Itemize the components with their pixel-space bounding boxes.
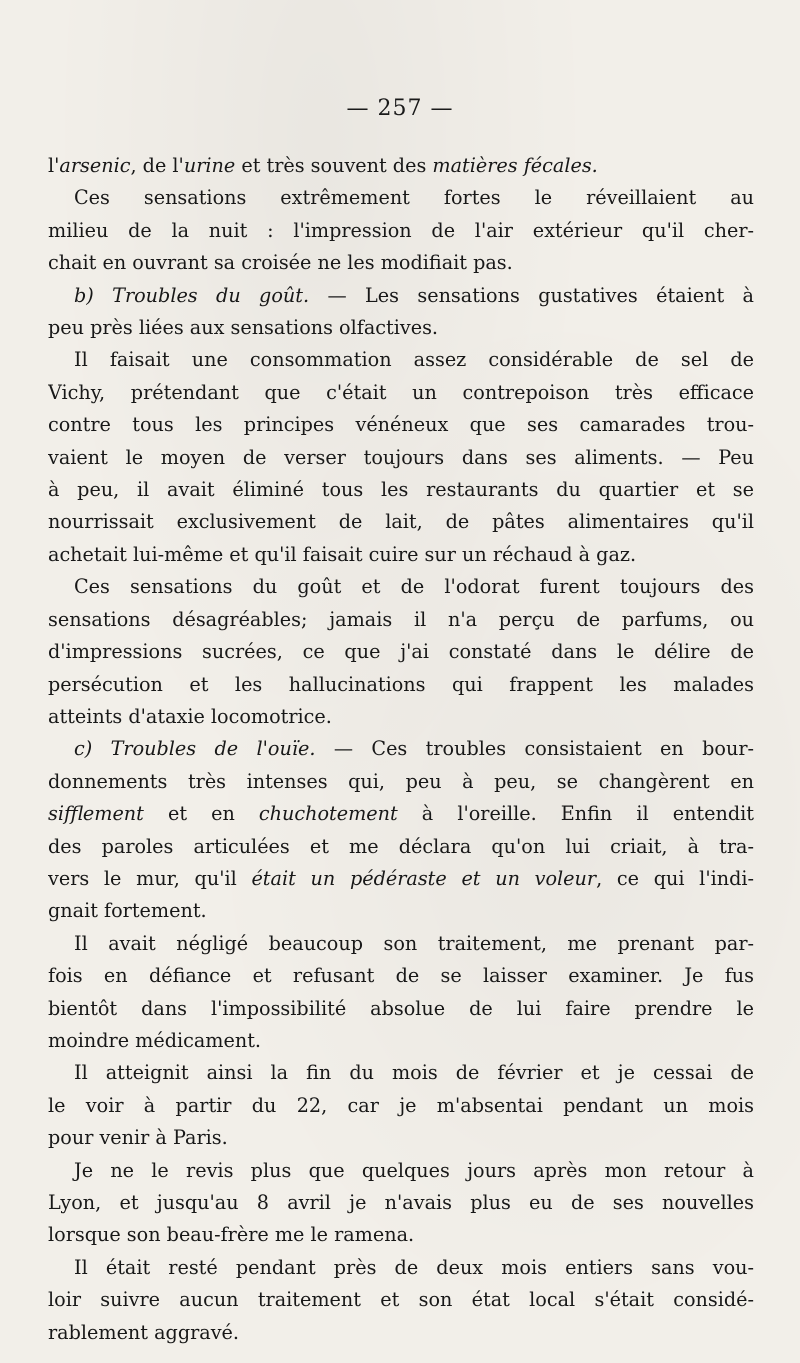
- text-line: [48, 1122, 754, 1154]
- italic-text: sifflement: [48, 802, 144, 826]
- text-line: [48, 280, 754, 312]
- text-line: [48, 993, 754, 1025]
- text-run: Il était resté pendant près de deux mois entiers sans vou-: [74, 1255, 754, 1279]
- text-run: — Ces troubles consistaient en bour-: [315, 737, 754, 761]
- text-line: [48, 960, 754, 992]
- text-line: [48, 571, 754, 603]
- text-run: achetait lui-même et qu'il faisait cuire sur un réchaud à gaz.: [48, 542, 637, 566]
- text-run: lorsque son beau-frère me le ramena.: [48, 1223, 415, 1247]
- text-run: , ce qui l'indi-: [596, 866, 754, 890]
- text-run: à l'oreille. Enfin il entendit: [397, 802, 754, 826]
- text-line: [48, 247, 754, 279]
- text-run: milieu de la nuit : l'impression de l'air extérieur qu'il cher-: [48, 218, 754, 242]
- text-run: loir suivre aucun traitement et son état local s'était considé-: [48, 1288, 754, 1312]
- text-run: Vichy, prétendant que c'était un contrepoison très efficace: [48, 380, 754, 404]
- text-line: [48, 604, 754, 636]
- text-line: [48, 1317, 754, 1349]
- text-line: [48, 150, 754, 182]
- text-run: vaient le moyen de verser toujours dans ses aliments. — Peu: [48, 445, 754, 469]
- text-run: le voir à partir du 22, car je m'absentai pendant un mois: [48, 1093, 754, 1117]
- text-run: Il avait négligé beaucoup son traitement, me prenant par-: [74, 931, 754, 955]
- text-run: gnait fortement.: [48, 899, 207, 923]
- text-run: moindre médicament.: [48, 1028, 262, 1052]
- text-line: [48, 312, 754, 344]
- text-run: Il atteignit ainsi la fin du mois de février et je cessai de: [74, 1061, 754, 1085]
- text-line: [48, 733, 754, 765]
- text-run: contre tous les principes vénéneux que ses camarades trou-: [48, 413, 754, 437]
- text-line: [48, 798, 754, 830]
- text-run: Ces sensations du goût et de l'odorat furent toujours des: [74, 575, 754, 599]
- text-run: et en: [143, 802, 259, 826]
- text-line: [48, 636, 754, 668]
- italic-text: chuchotement: [258, 802, 398, 826]
- text-run: Lyon, et jusqu'au 8 avril je n'avais plus eu de ses nouvelles: [48, 1191, 754, 1214]
- text-run: d'impressions sucrées, ce que j'ai constaté dans le délire de: [48, 640, 754, 664]
- text-run: atteints d'ataxie locomotrice.: [48, 704, 332, 728]
- body-text: [48, 150, 754, 1349]
- text-line: [48, 1090, 754, 1122]
- text-line: [48, 1025, 754, 1057]
- text-run: et très souvent des: [235, 154, 433, 177]
- text-run: donnements très intenses qui, peu à peu, se changèrent en: [48, 769, 754, 793]
- text-run: nourrissait exclusivement de lait, de pâtes alimentaires qu'il: [48, 510, 754, 534]
- text-line: [48, 409, 754, 441]
- text-line: [48, 474, 754, 506]
- text-run: , de l': [130, 154, 184, 177]
- text-line: [48, 701, 754, 733]
- text-line: [48, 442, 754, 474]
- text-line: [48, 1284, 754, 1316]
- text-line: [48, 1252, 754, 1284]
- text-line: [48, 1155, 754, 1187]
- text-line: [48, 377, 754, 409]
- text-line: [48, 344, 754, 376]
- italic-text: était un pédéraste et un voleur: [251, 866, 597, 890]
- text-run: vers le mur, qu'il: [48, 866, 252, 890]
- text-line: [48, 928, 754, 960]
- text-run: pour venir à Paris.: [48, 1126, 228, 1150]
- text-run: Je ne le revis plus que quelques jours après mon retour à: [74, 1158, 754, 1182]
- text-line: [48, 215, 754, 247]
- text-line: [48, 182, 754, 214]
- italic-text: arsenic: [59, 154, 131, 177]
- text-run: fois en défiance et refusant de se laisser examiner. Je fus: [48, 964, 754, 988]
- text-run: persécution et les hallucinations qui frappent les malades: [48, 672, 754, 696]
- text-line: [48, 1187, 754, 1219]
- text-run: des paroles articulées et me déclara qu'on lui criait, à tra-: [48, 834, 754, 858]
- text-line: [48, 895, 754, 927]
- text-line: [48, 831, 754, 863]
- text-run: peu près liées aux sensations olfactives.: [48, 316, 439, 340]
- italic-text: b) Troubles du goût.: [74, 283, 310, 307]
- text-run: rablement aggravé.: [48, 1320, 240, 1344]
- page-number: — 257 —: [346, 96, 454, 121]
- italic-text: urine: [183, 154, 236, 177]
- text-line: [48, 766, 754, 798]
- italic-text: matières fécales.: [432, 154, 598, 177]
- text-line: [48, 863, 754, 895]
- text-run: Il faisait une consommation assez considérable de sel de: [74, 348, 754, 372]
- text-line: [48, 1219, 754, 1251]
- text-line: [48, 1057, 754, 1089]
- text-line: [48, 506, 754, 538]
- text-run: sensations désagréables; jamais il n'a perçu de parfums, ou: [48, 607, 754, 631]
- italic-text: c) Troubles de l'ouïe.: [74, 737, 316, 761]
- text-run: à peu, il avait éliminé tous les restaurants du quartier et se: [48, 478, 754, 502]
- text-run: l': [48, 154, 60, 177]
- text-line: [48, 669, 754, 701]
- text-run: chait en ouvrant sa croisée ne les modifiait pas.: [48, 251, 513, 275]
- text-run: — Les sensations gustatives étaient à: [309, 283, 754, 307]
- text-run: bientôt dans l'impossibilité absolue de lui faire prendre le: [48, 996, 754, 1020]
- text-run: Ces sensations extrêmement fortes le réveillaient au: [74, 186, 754, 210]
- text-line: [48, 539, 754, 571]
